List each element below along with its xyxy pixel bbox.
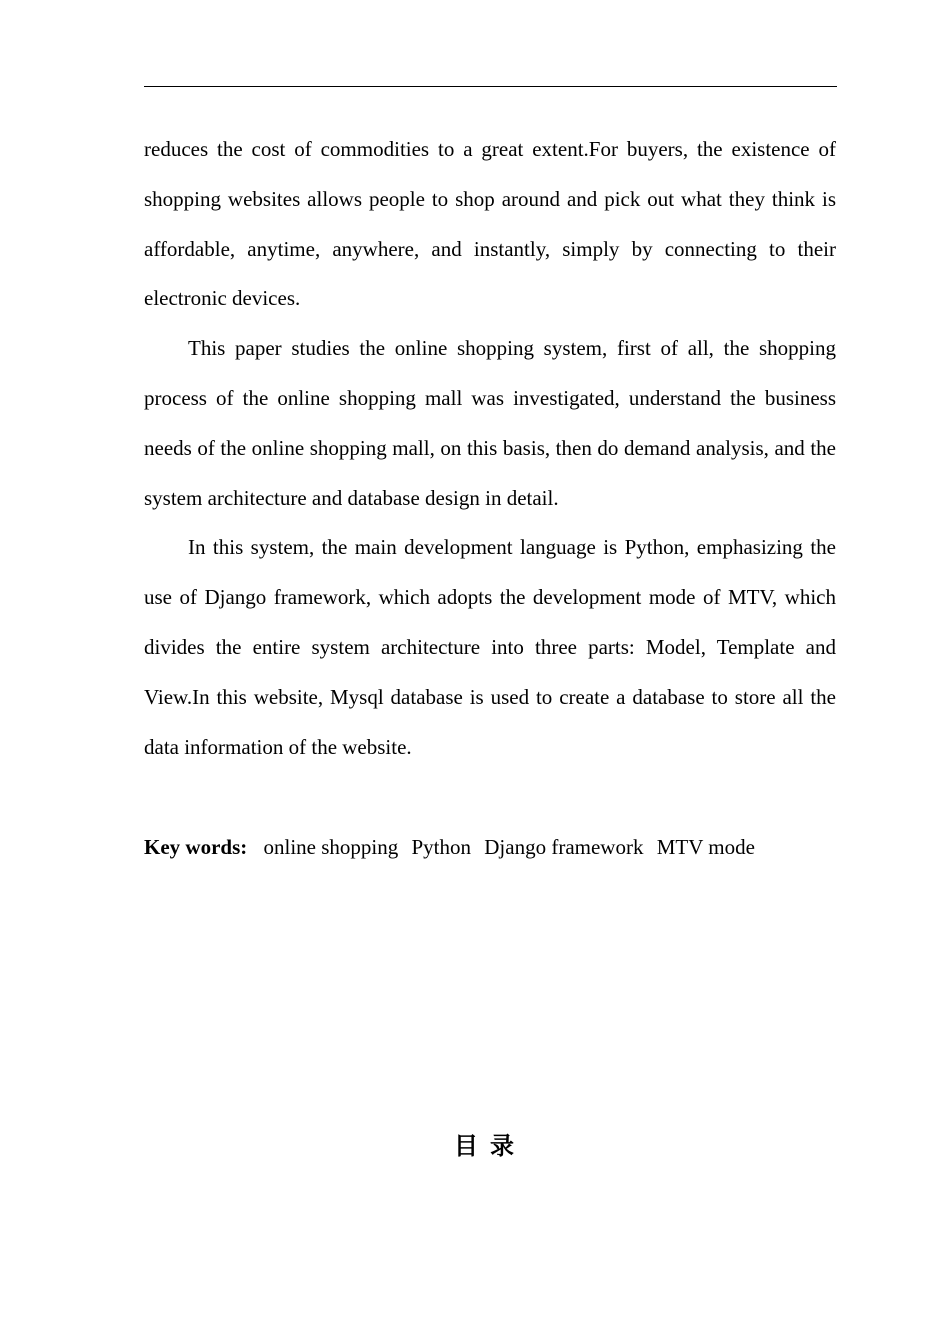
abstract-body [144, 125, 836, 772]
keywords-label: Key words: [144, 835, 248, 859]
keyword-item: MTV mode [656, 835, 755, 859]
keyword-item: Django framework [484, 835, 644, 859]
abstract-paragraph-3: In this system, the main development language is Python, emphasizing the use of Django framework, which adopts the development mode of MTV, which divides the entire system architecture into three parts: Model, Template and View.In this website, Mysql database is used to create a database to store all the data information of the website. [144, 535, 836, 759]
keyword-item: Python [411, 835, 472, 859]
keywords-line [144, 830, 836, 864]
abstract-paragraph-1: reduces the cost of commodities to a great extent.For buyers, the existence of shopping websites allows people to shop around and pick out what they think is affordable, anytime, anywhere, and instantly, simply by connecting to their electronic devices. [144, 137, 836, 311]
keyword-item: online shopping [263, 835, 399, 859]
abstract-paragraph-2: This paper studies the online shopping system, first of all, the shopping process of the online shopping mall was investigated, understand the business needs of the online shopping mall, on this basis, then do demand analysis, and the system architecture and database design in detail. [144, 336, 836, 510]
toc-title: 目录 [454, 1132, 526, 1160]
header-rule [144, 86, 837, 87]
